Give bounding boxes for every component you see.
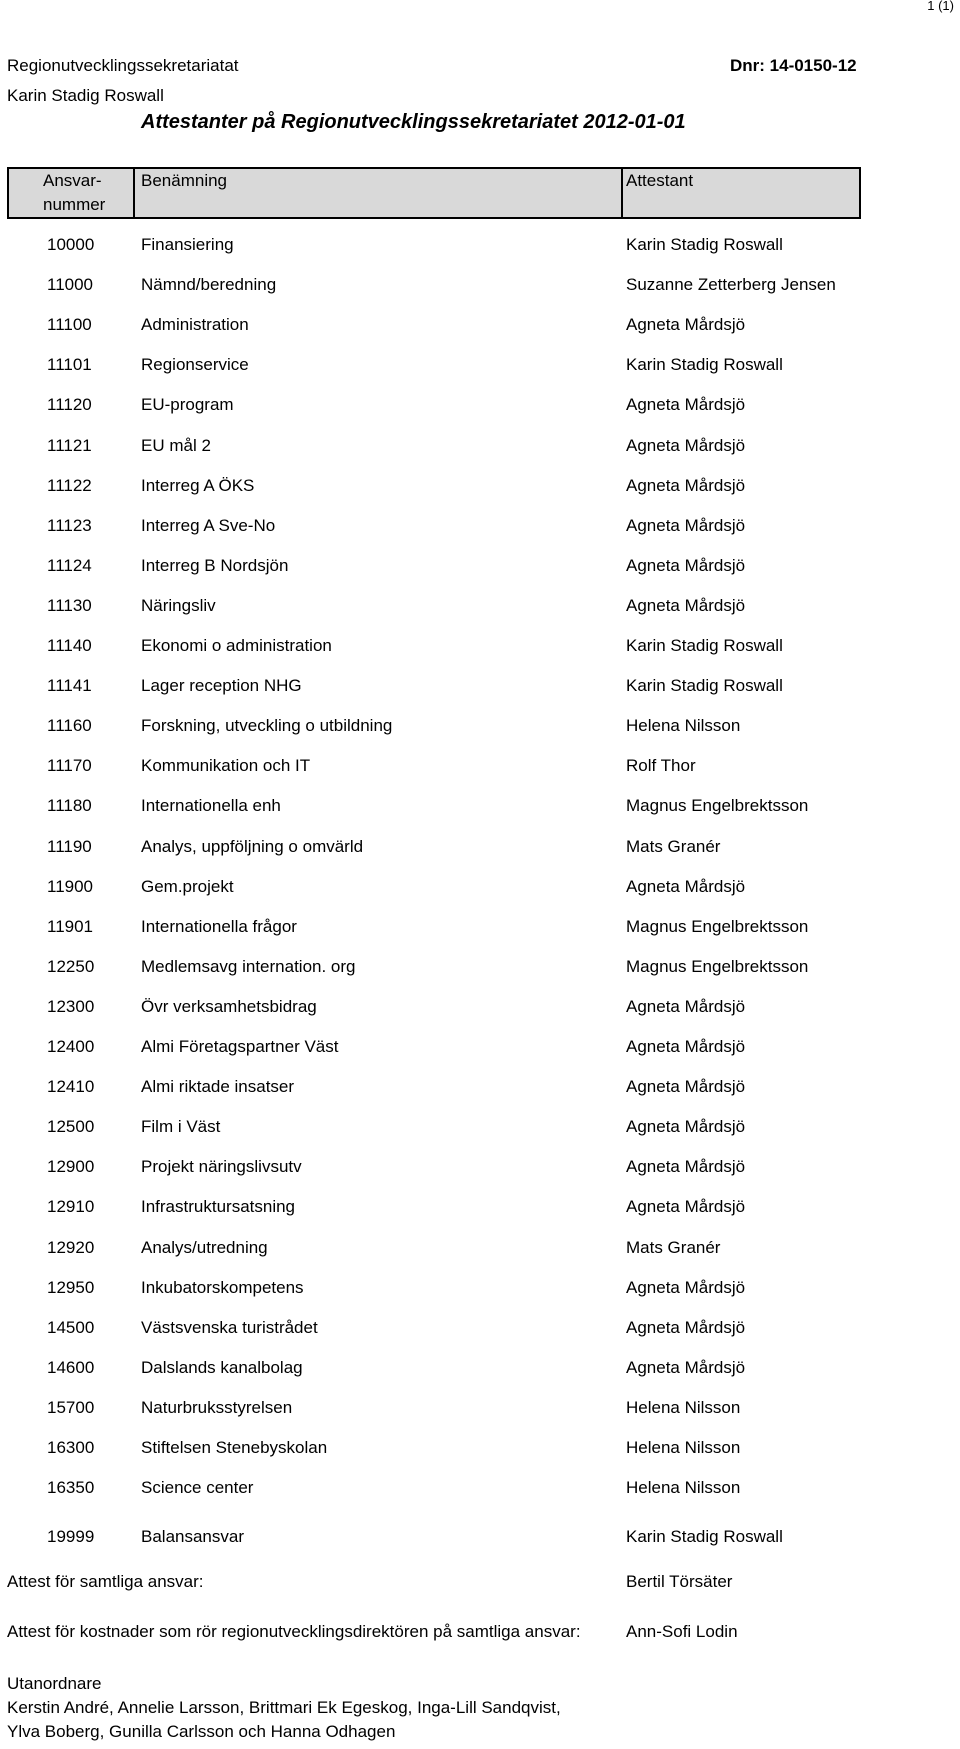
row-number: 12400	[47, 1037, 95, 1056]
table-row	[0, 1276, 960, 1300]
row-number: 11901	[47, 917, 94, 936]
table-row	[0, 1436, 960, 1460]
all-responsibility-label: Attest för samtliga ansvar:	[7, 1572, 204, 1591]
row-attestant: Magnus Engelbrektsson	[626, 957, 809, 976]
row-number: 12900	[47, 1157, 95, 1176]
row-number: 11160	[47, 716, 92, 735]
payment-orderers-line1: Kerstin André, Annelie Larsson, Brittmari Ek Egeskog, Inga-Lill Sandqvist,	[7, 1698, 561, 1717]
row-attestant: Helena Nilsson	[626, 716, 741, 735]
row-name: Balansansvar	[141, 1527, 245, 1546]
header-number-line2: nummer	[43, 195, 106, 214]
row-attestant: Agneta Mårdsjö	[626, 516, 746, 535]
row-name: Internationella enh	[141, 796, 281, 815]
table-row	[0, 674, 960, 698]
row-attestant: Suzanne Zetterberg Jensen	[626, 275, 836, 294]
row-name: Science center	[141, 1478, 254, 1497]
row-name: Forskning, utveckling o utbildning	[141, 716, 393, 735]
row-attestant: Agneta Mårdsjö	[626, 1358, 746, 1377]
row-attestant: Agneta Mårdsjö	[626, 1077, 746, 1096]
director-costs-label: Attest för kostnader som rör regionutvecklingsdirektören på samtliga ansvar:	[7, 1622, 581, 1641]
table-row	[0, 273, 960, 297]
table-row	[0, 1035, 960, 1059]
row-attestant: Agneta Mårdsjö	[626, 476, 746, 495]
table-row	[0, 915, 960, 939]
row-attestant: Helena Nilsson	[626, 1398, 741, 1417]
table-row	[0, 714, 960, 738]
row-attestant: Agneta Mårdsjö	[626, 1197, 746, 1216]
page-title: Attestanter på Regionutvecklingssekretariatet 2012-01-01	[141, 111, 686, 133]
header-attestant: Attestant	[626, 171, 694, 190]
author-name: Karin Stadig Roswall	[7, 86, 164, 105]
row-name: Inkubatorskompetens	[141, 1278, 304, 1297]
row-attestant: Agneta Mårdsjö	[626, 1157, 746, 1176]
row-name: Film i Väst	[141, 1117, 221, 1136]
row-name: Dalslands kanalbolag	[141, 1358, 303, 1377]
table-row	[0, 1236, 960, 1260]
row-attestant: Mats Granér	[626, 1238, 721, 1257]
row-attestant: Karin Stadig Roswall	[626, 636, 783, 655]
table-row	[0, 514, 960, 538]
table-row	[0, 835, 960, 859]
row-number: 19999	[47, 1527, 95, 1546]
row-attestant: Mats Granér	[626, 837, 721, 856]
table-row	[0, 313, 960, 337]
row-attestant: Agneta Mårdsjö	[626, 315, 746, 334]
table-row	[0, 955, 960, 979]
all-responsibility-value: Bertil Törsäter	[626, 1572, 733, 1591]
row-number: 11180	[47, 796, 92, 815]
row-attestant: Agneta Mårdsjö	[626, 1037, 746, 1056]
row-name: Administration	[141, 315, 249, 334]
row-attestant: Karin Stadig Roswall	[626, 355, 783, 374]
row-number: 11141	[47, 676, 92, 695]
row-number: 16350	[47, 1478, 95, 1497]
row-name: EU mål 2	[141, 436, 211, 455]
row-name: Analys/utredning	[141, 1238, 268, 1257]
table-row	[0, 1476, 960, 1500]
row-name: Internationella frågor	[141, 917, 297, 936]
row-number: 11100	[47, 315, 92, 334]
row-number: 12410	[47, 1077, 95, 1096]
table-row	[0, 634, 960, 658]
row-name: Projekt näringslivsutv	[141, 1157, 302, 1176]
row-name: Övr verksamhetsbidrag	[141, 997, 317, 1016]
row-number: 12920	[47, 1238, 95, 1257]
row-number: 11900	[47, 877, 94, 896]
row-name: Lager reception NHG	[141, 676, 302, 695]
director-costs-value: Ann-Sofi Lodin	[626, 1622, 738, 1641]
row-number: 15700	[47, 1398, 95, 1417]
document-number: Dnr: 14-0150-12	[730, 56, 857, 75]
table-row	[0, 1075, 960, 1099]
row-name: Infrastruktursatsning	[141, 1197, 296, 1216]
row-number: 11140	[47, 636, 92, 655]
row-name: Interreg A ÖKS	[141, 476, 255, 495]
row-name: Almi Företagspartner Väst	[141, 1037, 339, 1056]
row-number: 11122	[47, 476, 92, 495]
row-number: 11170	[47, 756, 92, 775]
row-attestant: Agneta Mårdsjö	[626, 1117, 746, 1136]
row-number: 11120	[47, 395, 92, 414]
row-number: 14500	[47, 1318, 95, 1337]
row-name: Ekonomi o administration	[141, 636, 332, 655]
table-row	[0, 875, 960, 899]
row-attestant: Helena Nilsson	[626, 1478, 741, 1497]
row-name: EU-program	[141, 395, 234, 414]
column-divider	[133, 169, 135, 217]
payment-orderers-heading: Utanordnare	[7, 1674, 102, 1693]
row-number: 11124	[47, 556, 92, 575]
row-number: 11123	[47, 516, 92, 535]
row-number: 12950	[47, 1278, 95, 1297]
column-divider	[621, 169, 623, 217]
table-row	[0, 1396, 960, 1420]
row-name: Naturbruksstyrelsen	[141, 1398, 293, 1417]
row-number: 11101	[47, 355, 92, 374]
row-attestant: Helena Nilsson	[626, 1438, 741, 1457]
row-number: 11121	[47, 436, 92, 455]
row-attestant: Agneta Mårdsjö	[626, 997, 746, 1016]
row-name: Finansiering	[141, 235, 234, 254]
row-number: 12250	[47, 957, 95, 976]
header-number-line1: Ansvar-	[43, 171, 102, 190]
row-number: 10000	[47, 235, 95, 254]
row-attestant: Agneta Mårdsjö	[626, 1278, 746, 1297]
table-row	[0, 1356, 960, 1380]
row-attestant: Rolf Thor	[626, 756, 696, 775]
table-row	[0, 1115, 960, 1139]
row-attestant: Agneta Mårdsjö	[626, 596, 746, 615]
row-name: Stiftelsen Stenebyskolan	[141, 1438, 328, 1457]
row-name: Nämnd/beredning	[141, 275, 277, 294]
row-number: 12300	[47, 997, 95, 1016]
row-attestant: Agneta Mårdsjö	[626, 1318, 746, 1337]
table-row	[0, 1155, 960, 1179]
row-name: Näringsliv	[141, 596, 216, 615]
row-name: Analys, uppföljning o omvärld	[141, 837, 364, 856]
row-number: 16300	[47, 1438, 95, 1457]
organization-name: Regionutvecklingssekretariatat	[7, 56, 239, 75]
row-name: Kommunikation och IT	[141, 756, 311, 775]
table-row	[0, 1525, 960, 1549]
table-row	[0, 554, 960, 578]
table-row	[0, 1195, 960, 1219]
table-row	[0, 594, 960, 618]
row-attestant: Agneta Mårdsjö	[626, 556, 746, 575]
row-attestant: Magnus Engelbrektsson	[626, 917, 809, 936]
table-row	[0, 393, 960, 417]
row-number: 14600	[47, 1358, 95, 1377]
row-attestant: Magnus Engelbrektsson	[626, 796, 809, 815]
table-header	[7, 167, 861, 219]
table-row	[0, 434, 960, 458]
row-number: 11000	[47, 275, 94, 294]
table-row	[0, 353, 960, 377]
row-attestant: Agneta Mårdsjö	[626, 395, 746, 414]
header-name: Benämning	[141, 171, 228, 190]
row-name: Västsvenska turistrådet	[141, 1318, 318, 1337]
row-attestant: Karin Stadig Roswall	[626, 676, 783, 695]
table-row	[0, 474, 960, 498]
row-number: 12500	[47, 1117, 95, 1136]
row-attestant: Karin Stadig Roswall	[626, 235, 783, 254]
row-number: 11130	[47, 596, 92, 615]
row-name: Medlemsavg internation. org	[141, 957, 356, 976]
row-name: Interreg B Nordsjön	[141, 556, 289, 575]
row-number: 12910	[47, 1197, 95, 1216]
row-attestant: Agneta Mårdsjö	[626, 436, 746, 455]
row-attestant: Agneta Mårdsjö	[626, 877, 746, 896]
row-name: Interreg A Sve-No	[141, 516, 276, 535]
row-name: Gem.projekt	[141, 877, 234, 896]
table-row	[0, 754, 960, 778]
row-name: Almi riktade insatser	[141, 1077, 295, 1096]
table-row	[0, 233, 960, 257]
row-name: Regionservice	[141, 355, 249, 374]
table-row	[0, 995, 960, 1019]
row-attestant: Karin Stadig Roswall	[626, 1527, 783, 1546]
row-number: 11190	[47, 837, 92, 856]
payment-orderers-line2: Ylva Boberg, Gunilla Carlsson och Hanna Odhagen	[7, 1722, 396, 1741]
table-row	[0, 1316, 960, 1340]
page-number: 1 (1)	[927, 0, 954, 13]
table-row	[0, 794, 960, 818]
